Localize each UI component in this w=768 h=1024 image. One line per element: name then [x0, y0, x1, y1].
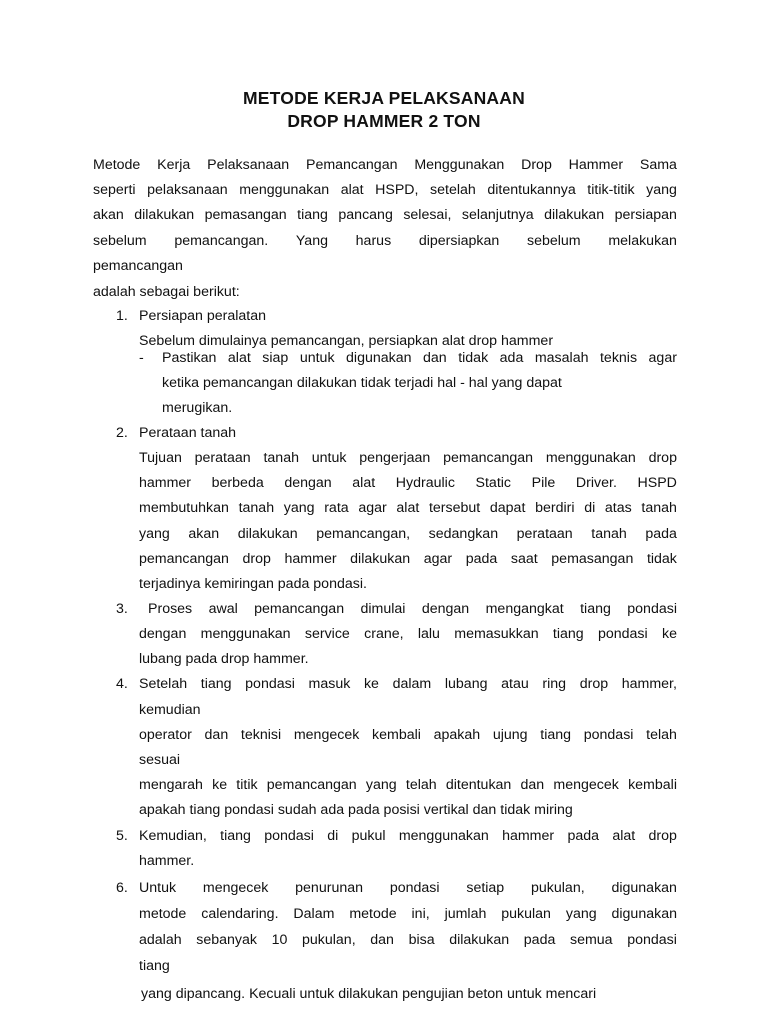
- list-item-line-word: tanah: [263, 450, 299, 466]
- list-item-line-word: dapat: [489, 500, 526, 516]
- list-item-line-word: perataan: [194, 450, 251, 466]
- list-item-line-word: drop: [648, 450, 677, 466]
- bullet-line-word: dan: [423, 350, 447, 366]
- list-item-line-word: atau: [501, 676, 529, 692]
- list-item-line: [139, 449, 677, 467]
- list-item-line-word: untuk: [311, 450, 347, 466]
- intro-line-word: titik-titik: [587, 182, 635, 198]
- intro-line-word: Pemancangan: [305, 157, 398, 173]
- list-item-line: kemudian: [139, 702, 201, 718]
- intro-line-word: alat: [340, 182, 364, 198]
- list-item-line-word: telah: [405, 777, 437, 793]
- list-item-line-word: yang: [365, 777, 397, 793]
- list-item-line-word: ring: [542, 676, 567, 692]
- intro-line: pemancangan: [93, 258, 183, 274]
- bullet-marker: -: [139, 350, 144, 366]
- list-item-line: [139, 827, 677, 845]
- list-item-line-word: teknisi: [240, 727, 282, 743]
- list-item-line-word: pada: [567, 828, 599, 844]
- list-item-line: hammer.: [139, 853, 195, 869]
- list-item-line-word: pemancangan: [443, 450, 534, 466]
- intro-line-word: ditentukannya: [487, 182, 576, 198]
- list-item-line-word: ujung: [492, 727, 528, 743]
- list-item-line-word: drop: [648, 828, 677, 844]
- list-item-line-word: Static: [475, 475, 512, 491]
- list-item-line-word: lalu: [417, 626, 440, 642]
- intro-line-word: Kerja: [157, 157, 191, 173]
- list-item-line-word: dalam: [392, 676, 432, 692]
- list-item-line-word: membutuhkan: [139, 500, 229, 516]
- list-item-line-word: hammer: [502, 828, 555, 844]
- intro-line-word: setelah: [430, 182, 476, 198]
- intro-line-word: HSPD,: [375, 182, 419, 198]
- intro-line-word: Drop: [521, 157, 552, 173]
- intro-line-word: Metode: [93, 157, 141, 173]
- list-item-line-word: sedangkan: [428, 526, 499, 542]
- list-item-line-word: dan: [204, 727, 229, 743]
- list-item-line-word: Tujuan: [139, 450, 182, 466]
- list-item-line-word: Hydraulic: [395, 475, 455, 491]
- list-item-line: [139, 726, 677, 744]
- list-item-line-word: drop: [579, 676, 609, 692]
- list-item-line-word: mengecek: [553, 777, 619, 793]
- list-item-number: 2.: [116, 425, 128, 441]
- list-item-line-word: jumlah: [444, 906, 487, 922]
- intro-line-word: dilakukan: [544, 207, 605, 223]
- list-item-line-word: pondasi: [627, 601, 677, 617]
- list-item-number: 4.: [116, 676, 128, 692]
- intro-line-word: pelaksanaan: [147, 182, 228, 198]
- intro-line: adalah sebagai berikut:: [93, 284, 240, 300]
- list-item-line-word: kembali: [372, 727, 421, 743]
- list-item-line-word: tanah: [238, 500, 275, 516]
- list-item-line-word: pondasi: [245, 676, 295, 692]
- bullet-line: [162, 349, 677, 367]
- intro-line-word: dilakukan: [134, 207, 195, 223]
- list-item-line-word: dengan: [421, 601, 470, 617]
- list-item-line-word: pukulan,: [302, 932, 356, 948]
- list-item-line-word: menggunakan: [545, 450, 636, 466]
- list-item-line-word: berdiri: [535, 500, 575, 516]
- intro-line: [93, 156, 677, 174]
- intro-line: [93, 232, 677, 250]
- list-item-line-word: alat: [396, 500, 420, 516]
- list-item-line-word: dimulai: [360, 601, 406, 617]
- list-item-line-word: saat: [510, 551, 538, 567]
- list-item-line-word: pondasi: [264, 828, 314, 844]
- list-item-line-word: pondasi: [389, 880, 440, 896]
- list-item-line-word: ke: [212, 777, 228, 793]
- list-item-line-word: ditentukan: [445, 777, 512, 793]
- list-item-heading: Persiapan peralatan: [139, 308, 266, 324]
- list-item-line-word: pukul: [351, 828, 386, 844]
- intro-line-word: dipersiapkan: [418, 233, 500, 249]
- bullet-line-word: ada: [499, 350, 524, 366]
- intro-line-word: pancang: [338, 207, 393, 223]
- list-item-line-word: metode: [139, 906, 187, 922]
- list-item-line-word: penurunan: [295, 880, 364, 896]
- list-item-line-word: digunakan: [611, 880, 677, 896]
- list-item-line-word: pondasi: [597, 626, 648, 642]
- list-item-line-word: pemasangan: [551, 551, 634, 567]
- list-item-line-word: Driver.: [575, 475, 617, 491]
- list-item-line-word: metode: [349, 906, 397, 922]
- bullet-line: merugikan.: [162, 400, 233, 416]
- list-item-line-word: pemancangan: [266, 777, 357, 793]
- intro-line-word: Yang: [295, 233, 328, 249]
- list-item-number: 5.: [116, 828, 128, 844]
- list-item-line-word: tidak: [646, 551, 677, 567]
- bullet-line-word: untuk: [299, 350, 335, 366]
- list-item-line-word: tiang: [220, 828, 251, 844]
- list-item-line-word: menggunakan: [200, 626, 291, 642]
- list-item-line-word: adalah: [139, 932, 182, 948]
- list-item-line-word: Proses: [148, 601, 193, 617]
- list-item-line-word: pondasi: [583, 727, 634, 743]
- list-item-line-word: agar: [423, 551, 453, 567]
- list-item-number: 6.: [116, 880, 128, 896]
- list-item-line-word: operator: [139, 727, 192, 743]
- list-item-line: [139, 931, 677, 949]
- list-item-line: [139, 550, 677, 568]
- list-item-line-word: tiang: [580, 601, 611, 617]
- list-item-line-word: ke: [661, 626, 677, 642]
- bullet-line: ketika pemancangan dilakukan tidak terjadi hal - hal yang dapat: [162, 375, 562, 391]
- list-item-line: terjadinya kemiringan pada pondasi.: [139, 576, 367, 592]
- list-item-line-word: pada: [645, 526, 677, 542]
- list-item-line: Sebelum dimulainya pemancangan, persiapkan alat drop hammer: [139, 333, 554, 349]
- list-item-line: lubang pada drop hammer.: [139, 651, 309, 667]
- bullet-line-word: digunakan: [346, 350, 412, 366]
- list-item-line-word: perataan: [516, 526, 573, 542]
- intro-line-word: pemasangan: [204, 207, 287, 223]
- list-item-line-word: 10: [271, 932, 288, 948]
- intro-line-word: harus: [355, 233, 392, 249]
- document-title: METODE KERJA PELAKSANAAN: [243, 88, 525, 108]
- list-item-line-word: alat: [612, 828, 636, 844]
- list-item-line-word: akan: [188, 526, 220, 542]
- bullet-line-word: alat: [227, 350, 251, 366]
- list-item-line-word: dengan: [139, 626, 187, 642]
- list-item-line: [139, 675, 677, 693]
- list-item-line: tiang: [139, 958, 170, 974]
- list-item-line: yang dipancang. Kecuali untuk dilakukan pengujian beton untuk mencari: [141, 986, 597, 1002]
- intro-line: [93, 181, 677, 199]
- list-item-line-word: titik: [236, 777, 258, 793]
- list-item-line-word: berbeda: [211, 475, 264, 491]
- list-item-line-word: service: [304, 626, 350, 642]
- list-item-line-word: digunakan: [611, 906, 677, 922]
- list-item-line: [139, 525, 677, 543]
- bullet-line-word: siap: [262, 350, 289, 366]
- intro-line-word: seperti: [93, 182, 136, 198]
- list-item-line-word: mengecek: [202, 880, 269, 896]
- list-item-line-word: crane,: [364, 626, 404, 642]
- list-item-line: [139, 625, 677, 643]
- intro-line-word: Sama: [639, 157, 677, 173]
- list-item-line-word: ini,: [411, 906, 430, 922]
- list-item-line-word: atas: [604, 500, 632, 516]
- list-item-line-word: agar: [358, 500, 387, 516]
- list-item-line-word: tiang: [200, 676, 232, 692]
- intro-line-word: persiapan: [614, 207, 677, 223]
- list-item-line-word: Kemudian,: [139, 828, 207, 844]
- list-item-line-word: tanah: [641, 500, 677, 516]
- list-item-line-word: dan: [520, 777, 545, 793]
- list-item-line-word: ke: [363, 676, 379, 692]
- list-item-number: 3.: [116, 601, 128, 617]
- list-item-line-word: hammer: [139, 475, 192, 491]
- list-item-line-word: dengan: [284, 475, 332, 491]
- intro-line-word: menggunakan: [239, 182, 330, 198]
- intro-line-word: pemancangan.: [174, 233, 269, 249]
- list-item-line-word: dilakukan: [449, 932, 510, 948]
- list-item-line-word: yang: [565, 906, 597, 922]
- list-item-line-word: awal: [208, 601, 238, 617]
- list-item-line: [139, 499, 677, 517]
- intro-line-word: melakukan: [608, 233, 677, 249]
- list-item-line-word: pengerjaan: [359, 450, 431, 466]
- list-item-line-word: Dalam: [293, 906, 335, 922]
- list-item-heading: Perataan tanah: [139, 425, 237, 441]
- intro-line-word: Menggunakan: [414, 157, 505, 173]
- list-item-line-word: mengarah: [139, 777, 203, 793]
- list-item-line-word: tanah: [591, 526, 627, 542]
- bullet-line-word: Pastikan: [162, 350, 217, 366]
- list-item-line-word: hammer,: [621, 676, 677, 692]
- bullet-line-word: agar: [648, 350, 677, 366]
- list-item-line-word: drop: [242, 551, 271, 567]
- intro-line-word: yang: [646, 182, 677, 198]
- list-item-line-word: pemancangan: [254, 601, 345, 617]
- list-item-line-word: mengecek: [293, 727, 360, 743]
- list-item-line-word: calendaring.: [201, 906, 279, 922]
- list-item-line-word: di: [584, 500, 596, 516]
- list-item-number: 1.: [116, 308, 128, 324]
- list-item-line: [139, 474, 677, 492]
- intro-line-word: Hammer: [568, 157, 624, 173]
- list-item-line: sesuai: [139, 752, 181, 768]
- list-item-line-word: HSPD: [637, 475, 677, 491]
- list-item-line-word: alat: [352, 475, 376, 491]
- list-item-line-word: pemancangan,: [316, 526, 411, 542]
- intro-line-word: Pelaksanaan: [207, 157, 290, 173]
- list-item-line-word: masuk: [308, 676, 351, 692]
- list-item-line-word: tersebut: [428, 500, 481, 516]
- list-item-line-word: setiap: [466, 880, 505, 896]
- bullet-line-word: tidak: [458, 350, 489, 366]
- list-item-line-word: hammer: [284, 551, 337, 567]
- list-item-line-word: tiang: [540, 727, 572, 743]
- list-item-line-word: pukulan: [501, 906, 551, 922]
- list-item-line-word: yang: [283, 500, 315, 516]
- list-item-line-word: kembali: [628, 777, 677, 793]
- intro-line-word: tiang: [297, 207, 328, 223]
- intro-line-word: selanjutnya: [461, 207, 534, 223]
- intro-line-word: sebelum: [527, 233, 581, 249]
- bullet-line-word: masalah: [534, 350, 589, 366]
- intro-line: [93, 206, 677, 224]
- list-item-line-word: dilakukan: [237, 526, 298, 542]
- list-item-line-word: yang: [139, 526, 170, 542]
- list-item-line: [139, 905, 677, 923]
- list-item-line-word: pondasi: [627, 932, 677, 948]
- intro-line-word: sebelum: [93, 233, 147, 249]
- list-item-line-word: sebanyak: [196, 932, 257, 948]
- list-item-line-word: Pile: [531, 475, 556, 491]
- document-subtitle: DROP HAMMER 2 TON: [287, 111, 481, 131]
- intro-line-word: akan: [93, 207, 124, 223]
- bullet-line-word: teknis: [599, 350, 638, 366]
- list-item-line-word: Untuk: [139, 880, 177, 896]
- list-item-line-word: pada: [465, 551, 498, 567]
- list-item-line-word: pemancangan: [139, 551, 229, 567]
- list-item-line-word: mengangkat: [485, 601, 564, 617]
- list-item-line-word: rata: [324, 500, 349, 516]
- list-item-line-word: memasukkan: [454, 626, 539, 642]
- list-item-line-word: Setelah: [139, 676, 188, 692]
- list-item-line: apakah tiang pondasi sudah ada pada posisi vertikal dan tidak miring: [139, 802, 573, 818]
- list-item-line-word: dan: [370, 932, 394, 948]
- list-item-line-word: tiang: [552, 626, 584, 642]
- list-item-line-word: pada: [523, 932, 556, 948]
- list-item-line: [139, 776, 677, 794]
- list-item-line-word: menggunakan: [398, 828, 489, 844]
- list-item-line-word: dilakukan: [350, 551, 411, 567]
- list-item-line-word: lubang: [444, 676, 488, 692]
- list-item-line: [139, 879, 677, 897]
- list-item-line-word: di: [327, 828, 339, 844]
- list-item-line-word: telah: [646, 727, 677, 743]
- list-item-line-word: semua: [569, 932, 613, 948]
- list-item-line-word: apakah: [433, 727, 481, 743]
- list-item-line-word: pukulan,: [531, 880, 585, 896]
- intro-line-word: selesai,: [403, 207, 452, 223]
- list-item-line: [148, 600, 677, 618]
- list-item-line-word: bisa: [408, 932, 435, 948]
